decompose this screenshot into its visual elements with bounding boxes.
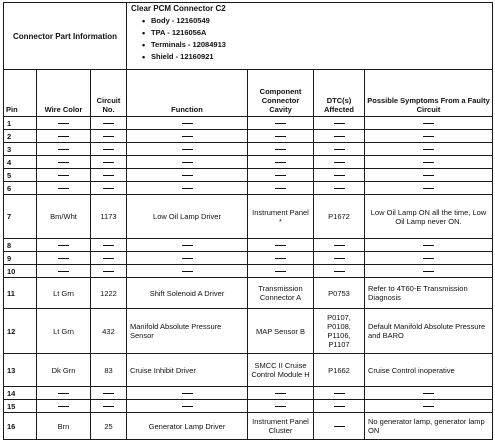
pin-number: 12 [4, 309, 37, 354]
symptoms [365, 400, 493, 413]
symptoms: Default Manifold Absolute Pressure and BARO [365, 309, 493, 354]
function [127, 252, 248, 265]
col-header-pin: Pin [4, 70, 37, 117]
pin-number: 2 [4, 130, 37, 143]
table-row [4, 195, 493, 239]
symptoms [365, 239, 493, 252]
part-item-shield: • Shield - 12160921 [151, 51, 490, 63]
circuit-no [91, 400, 127, 413]
function [127, 130, 248, 143]
function [127, 387, 248, 400]
wire-color: Dk Grn [37, 354, 91, 387]
cavity [248, 130, 314, 143]
circuit-no: 83 [91, 354, 127, 387]
table-row [4, 252, 493, 265]
symptoms [365, 156, 493, 169]
circuit-no [91, 239, 127, 252]
function [127, 400, 248, 413]
pin-number: 3 [4, 143, 37, 156]
circuit-no: 1173 [91, 195, 127, 239]
table-row [4, 309, 493, 354]
pin-number: 10 [4, 265, 37, 278]
cavity: Transmission Connector A [248, 278, 314, 309]
circuit-no [91, 182, 127, 195]
pin-number: 1 [4, 117, 37, 130]
function [127, 265, 248, 278]
circuit-no [91, 265, 127, 278]
dtc [314, 387, 365, 400]
table-row [4, 169, 493, 182]
table-row [4, 182, 493, 195]
symptoms [365, 182, 493, 195]
wire-color [37, 182, 91, 195]
dtc [314, 413, 365, 440]
dtc [314, 182, 365, 195]
dtc [314, 143, 365, 156]
symptoms [365, 117, 493, 130]
pin-number: 16 [4, 413, 37, 440]
dtc [314, 169, 365, 182]
symptoms: Refer to 4T60-E Transmission Diagnosis [365, 278, 493, 309]
cavity [248, 117, 314, 130]
wire-color [37, 143, 91, 156]
col-header-cavity: Component Connector Cavity [248, 70, 314, 117]
dtc [314, 239, 365, 252]
table-row [4, 387, 493, 400]
pin-table [3, 69, 493, 440]
symptoms [365, 143, 493, 156]
pin-number: 15 [4, 400, 37, 413]
cavity [248, 252, 314, 265]
circuit-no [91, 387, 127, 400]
table-row [4, 130, 493, 143]
function [127, 182, 248, 195]
table-row [4, 156, 493, 169]
circuit-no: 432 [91, 309, 127, 354]
wire-color [37, 156, 91, 169]
symptoms: Low Oil Lamp ON all the time, Low Oil Lamp never ON. [365, 195, 493, 239]
function [127, 143, 248, 156]
function [127, 156, 248, 169]
cavity [248, 239, 314, 252]
circuit-no: 25 [91, 413, 127, 440]
table-row [4, 278, 493, 309]
function: Generator Lamp Driver [127, 413, 248, 440]
symptoms: No generator lamp, generator lamp ON [365, 413, 493, 440]
symptoms [365, 169, 493, 182]
cavity: SMCC II Cruise Control Module H [248, 354, 314, 387]
part-number-list [129, 15, 490, 63]
wire-color [37, 169, 91, 182]
pin-number: 14 [4, 387, 37, 400]
wire-color [37, 265, 91, 278]
cavity [248, 265, 314, 278]
cavity: Instrument Panel Cluster [248, 413, 314, 440]
table-row [4, 354, 493, 387]
pin-number: 6 [4, 182, 37, 195]
col-header-dtc: DTC(s) Affected [314, 70, 365, 117]
col-header-circuit-no: Circuit No. [91, 70, 127, 117]
dtc [314, 156, 365, 169]
dtc [314, 265, 365, 278]
col-header-symptoms: Possible Symptoms From a Faulty Circuit [365, 70, 493, 117]
connector-document [3, 2, 492, 440]
circuit-no [91, 143, 127, 156]
circuit-no [91, 156, 127, 169]
function: Manifold Absolute Pressure Sensor [127, 309, 248, 354]
col-header-function: Function [127, 70, 248, 117]
table-header-row [4, 70, 493, 117]
wire-color [37, 117, 91, 130]
symptoms [365, 130, 493, 143]
wire-color [37, 239, 91, 252]
table-row [4, 143, 493, 156]
wire-color: Bm/Wht [37, 195, 91, 239]
part-item-terminals: • Terminals - 12084913 [151, 39, 490, 51]
wire-color [37, 252, 91, 265]
circuit-no: 1222 [91, 278, 127, 309]
connector-header-table [3, 2, 493, 70]
function: Shift Solenoid A Driver [127, 278, 248, 309]
cavity [248, 143, 314, 156]
symptoms: Cruise Control inoperative [365, 354, 493, 387]
connector-title: Clear PCM Connector C2 [131, 4, 226, 13]
dtc: P0753 [314, 278, 365, 309]
dtc: P1662 [314, 354, 365, 387]
wire-color [37, 400, 91, 413]
dtc [314, 130, 365, 143]
part-item-tpa: • TPA - 1216056A [151, 27, 490, 39]
cavity [248, 182, 314, 195]
pin-number: 9 [4, 252, 37, 265]
function: Cruise Inhibit Driver [127, 354, 248, 387]
function [127, 169, 248, 182]
pin-number: 5 [4, 169, 37, 182]
table-row [4, 117, 493, 130]
dtc: P0107, P0108, P1106, P1107 [314, 309, 365, 354]
symptoms [365, 387, 493, 400]
dtc [314, 400, 365, 413]
function: Low Oil Lamp Driver [127, 195, 248, 239]
table-row [4, 239, 493, 252]
table-row [4, 413, 493, 440]
cavity [248, 169, 314, 182]
cavity [248, 400, 314, 413]
circuit-no [91, 117, 127, 130]
dtc [314, 117, 365, 130]
wire-color: Lt Grn [37, 278, 91, 309]
col-header-wire-color: Wire Color [37, 70, 91, 117]
symptoms [365, 252, 493, 265]
pin-number: 11 [4, 278, 37, 309]
circuit-no [91, 252, 127, 265]
dtc [314, 252, 365, 265]
cavity [248, 156, 314, 169]
cavity: Instrument Panel * [248, 195, 314, 239]
dtc: P1672 [314, 195, 365, 239]
pin-number: 7 [4, 195, 37, 239]
table-row [4, 265, 493, 278]
pin-number: 8 [4, 239, 37, 252]
wire-color [37, 387, 91, 400]
function [127, 117, 248, 130]
part-item-body: • Body - 12160549 [151, 15, 490, 27]
circuit-no [91, 169, 127, 182]
connector-part-list-cell [127, 3, 493, 70]
pin-number: 4 [4, 156, 37, 169]
table-row [4, 400, 493, 413]
wire-color [37, 130, 91, 143]
function [127, 239, 248, 252]
cavity [248, 387, 314, 400]
cavity: MAP Sensor B [248, 309, 314, 354]
wire-color: Lt Grn [37, 309, 91, 354]
symptoms [365, 265, 493, 278]
circuit-no [91, 130, 127, 143]
pin-number: 13 [4, 354, 37, 387]
wire-color: Brn [37, 413, 91, 440]
connector-part-info-label: Connector Part Information [4, 3, 127, 70]
